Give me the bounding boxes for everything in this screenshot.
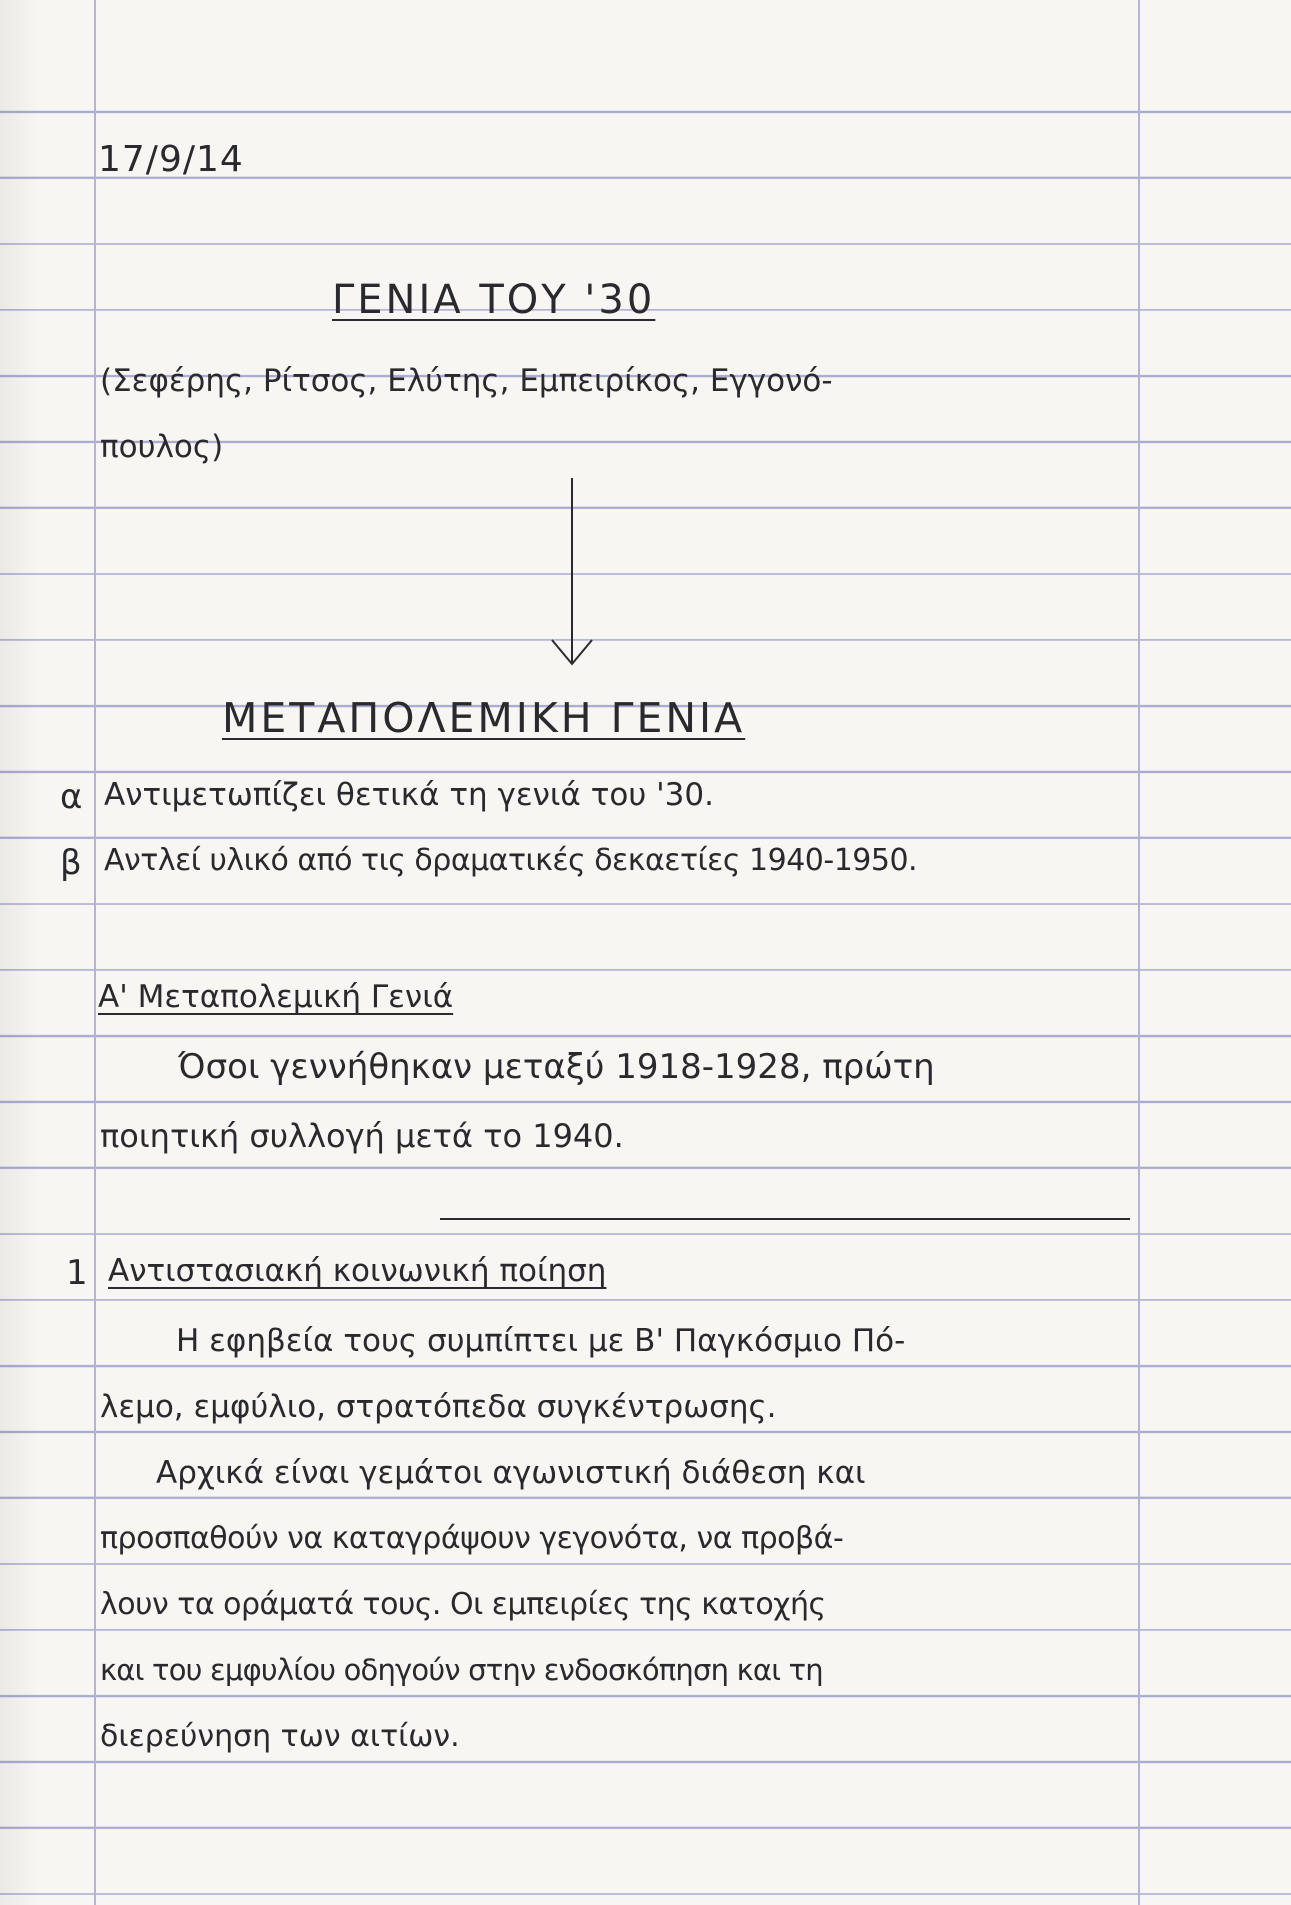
section-1-line-1: Η εφηβεία τους συμπίπτει με Β' Παγκόσμιο Πό- bbox=[176, 1323, 906, 1359]
arrow-down-icon bbox=[548, 636, 596, 668]
section-1-line-5: λουν τα οράματά τους. Οι εμπειρίες της κατοχής bbox=[100, 1587, 826, 1622]
section-1-line-7: διερεύνηση των αιτίων. bbox=[100, 1719, 460, 1754]
heading-postwar-generation: ΜΕΤΑΠΟΛΕΜΙΚΗ ΓΕΝΙΑ bbox=[222, 694, 746, 742]
section-1-number: 1 bbox=[66, 1253, 89, 1293]
section-1-line-4: προσπαθούν να καταγράψουν γεγονότα, να προβά- bbox=[100, 1521, 844, 1556]
point-b-text: Αντλεί υλικό από τις δραματικές δεκαετίες 1940-1950. bbox=[104, 843, 918, 878]
poets-line-1: (Σεφέρης, Ρίτσος, Ελύτης, Εμπειρίκος, Εγγονό- bbox=[100, 363, 833, 399]
poets-line-2: πουλος) bbox=[100, 429, 224, 465]
right-margin-line bbox=[1138, 0, 1140, 1905]
section-a-line-1: Όσοι γεννήθηκαν μεταξύ 1918-1928, πρώτη bbox=[178, 1047, 935, 1087]
section-divider bbox=[440, 1218, 1130, 1220]
section-1-title: Αντιστασιακή κοινωνική ποίηση bbox=[108, 1253, 607, 1289]
section-1-line-3: Αρχικά είναι γεμάτοι αγωνιστική διάθεση και bbox=[156, 1455, 866, 1491]
left-margin-line bbox=[94, 0, 96, 1905]
heading-generation-30: ΓΕΝΙΑ ΤΟΥ '30 bbox=[332, 277, 656, 323]
point-b-marker: β bbox=[60, 843, 83, 883]
point-a-marker: α bbox=[60, 777, 84, 817]
section-a-line-2: ποιητική συλλογή μετά το 1940. bbox=[100, 1117, 624, 1155]
section-1-line-6: και του εμφυλίου οδηγούν στην ενδοσκόπηση και τη bbox=[100, 1653, 823, 1687]
section-a-title: Α' Μεταπολεμική Γενιά bbox=[98, 979, 454, 1015]
point-a-text: Αντιμετωπίζει θετικά τη γενιά του '30. bbox=[104, 777, 714, 813]
section-1-line-2: λεμο, εμφύλιο, στρατόπεδα συγκέντρωσης. bbox=[100, 1389, 777, 1425]
note-date: 17/9/14 bbox=[98, 139, 244, 180]
